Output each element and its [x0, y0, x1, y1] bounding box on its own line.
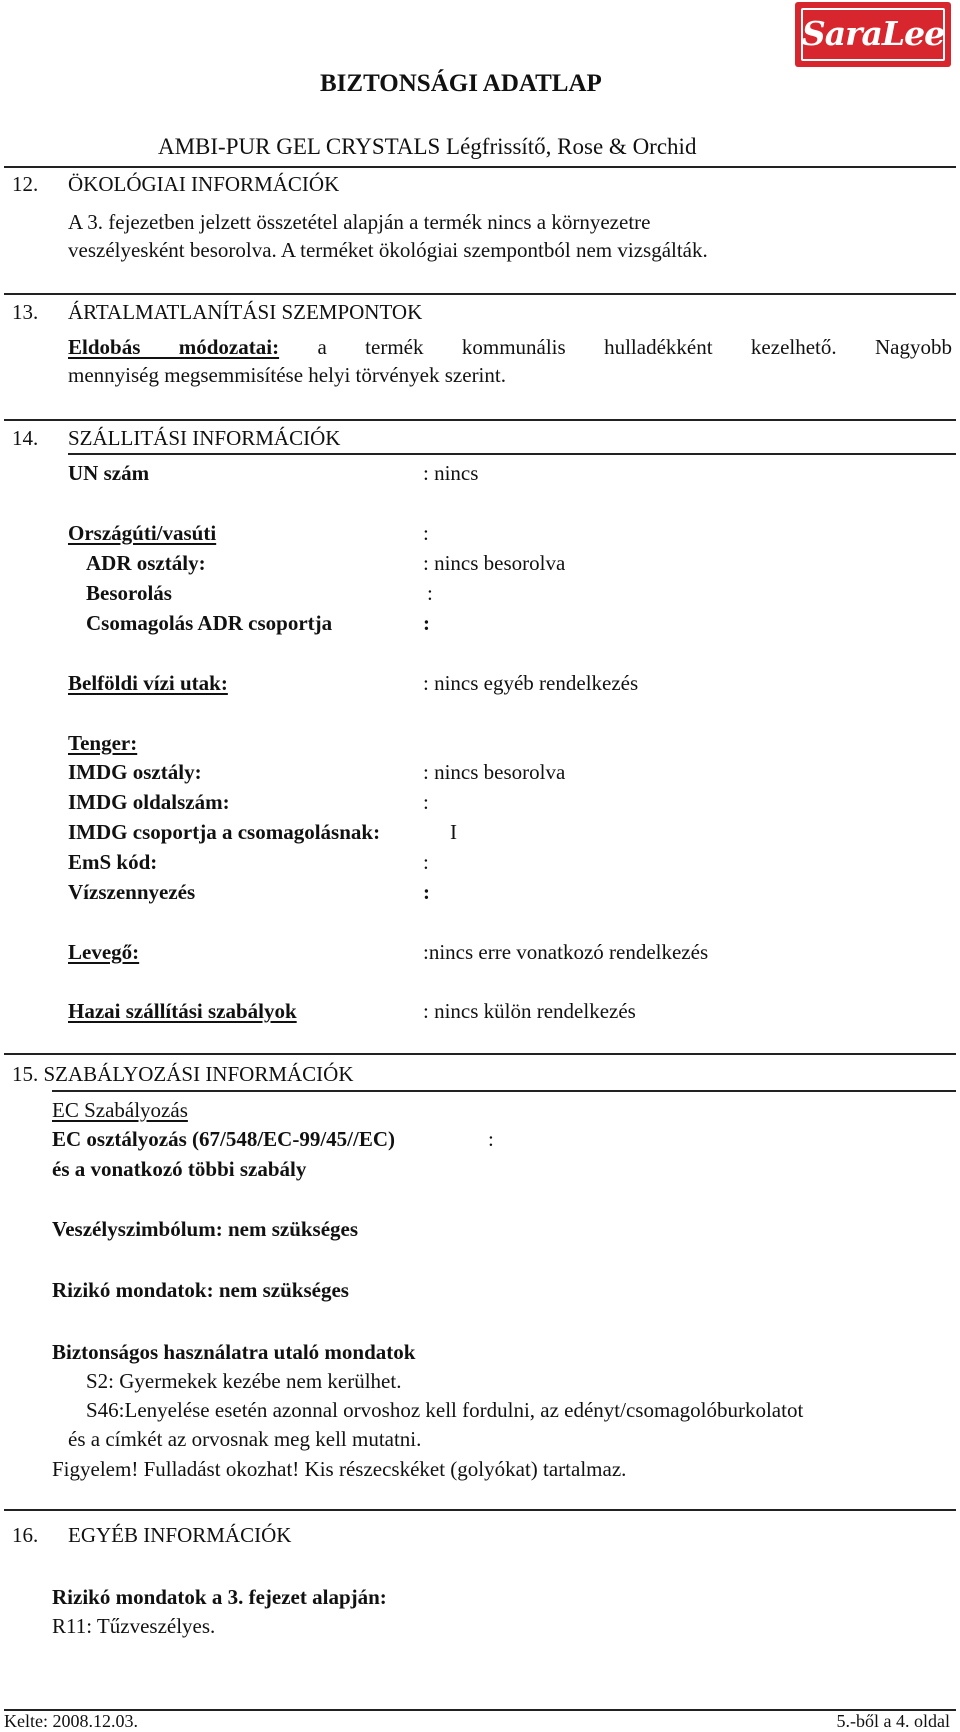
section-16-title: EGYÉB INFORMÁCIÓK [68, 1523, 292, 1547]
domestic-rules-value: : nincs külön rendelkezés [423, 999, 636, 1023]
risk-phrases-line: Rizikó mondatok: nem szükséges [52, 1278, 349, 1302]
logo-text: SaraLee [801, 14, 945, 53]
adr-packing-group-value: : [423, 611, 430, 635]
ec-classification-value: : [488, 1127, 494, 1151]
section-14-rule [4, 419, 956, 421]
classification-label: Besorolás [86, 581, 172, 605]
disposal-label: Eldobás módozatai: [68, 335, 280, 359]
section-15-rule [4, 1053, 956, 1055]
imdg-page-label: IMDG oldalszám: [68, 790, 230, 814]
footer-date: Kelte: 2008.12.03. [4, 1711, 138, 1731]
imdg-class-value: : nincs besorolva [423, 760, 566, 784]
section-16-rule [4, 1509, 956, 1511]
section-12-rule [4, 166, 956, 168]
inland-waterways-label: Belföldi vízi utak: [68, 671, 228, 695]
imdg-page-value: : [423, 790, 429, 814]
warning-line: Figyelem! Fulladást okozhat! Kis részecskéket (golyókat) tartalmaz. [52, 1457, 627, 1481]
section-13-number: 13. [12, 300, 39, 324]
section-15-subrule [52, 1090, 956, 1092]
product-name: AMBI-PUR GEL CRYSTALS Légfrissítő, Rose & Orchid [158, 134, 697, 159]
adr-class-label: ADR osztály: [86, 551, 206, 575]
marine-pollutant-value: : [423, 880, 430, 904]
ec-classification-label: EC osztályozás (67/548/EC-99/45//EC) [52, 1127, 395, 1151]
ems-code-value: : [423, 850, 429, 874]
section-14-subrule [68, 453, 956, 455]
road-rail-value: : [423, 521, 429, 545]
adr-class-value: : nincs besorolva [423, 551, 566, 575]
footer-rule [4, 1709, 956, 1711]
un-number-value: : nincs [423, 461, 479, 485]
imdg-packing-group-value: I [450, 820, 457, 844]
section-16-number: 16. [12, 1523, 39, 1547]
road-rail-label: Országúti/vasúti [68, 521, 217, 545]
risk-phrase-r11: R11: Tűzveszélyes. [52, 1614, 216, 1638]
ec-regulation-heading: EC Szabályozás [52, 1098, 188, 1122]
imdg-class-label: IMDG osztály: [68, 760, 202, 784]
disposal-paragraph [68, 334, 952, 360]
section-13-title: ÁRTALMATLANÍTÁSI SZEMPONTOK [68, 300, 423, 324]
domestic-rules-label: Hazai szállítási szabályok [68, 999, 297, 1023]
adr-packing-group-label: Csomagolás ADR csoportja [86, 611, 333, 635]
safety-phrase-s46-line2: és a címkét az orvosnak meg kell mutatni. [68, 1427, 422, 1451]
safety-phrase-s2: S2: Gyermekek kezébe nem kerülhet. [86, 1369, 402, 1393]
section-12-text-line1: A 3. fejezetben jelzett összetétel alapján a termék nincs a környezetre [68, 210, 651, 234]
section-14-number: 14. [12, 426, 39, 450]
marine-pollutant-label: Vízszennyezés [68, 880, 196, 904]
safety-phrases-heading: Biztonságos használatra utaló mondatok [52, 1340, 416, 1364]
section-12-number: 12. [12, 172, 39, 196]
ems-code-label: EmS kód: [68, 850, 158, 874]
classification-value: : [427, 581, 433, 605]
air-transport-value: :nincs erre vonatkozó rendelkezés [423, 940, 709, 964]
document-title: BIZTONSÁGI ADATLAP [320, 70, 602, 97]
section-13-rule [4, 293, 956, 295]
footer-page-number: 5.-ből a 4. oldal [836, 1711, 950, 1731]
risk-phrases-chapter3-heading: Rizikó mondatok a 3. fejezet alapján: [52, 1585, 387, 1609]
section-14-title: SZÁLLITÁSI INFORMÁCIÓK [68, 426, 341, 450]
disposal-text-line1: a termék kommunális hulladékként kezelhető. Nagyobb [317, 335, 952, 359]
other-rules-label: és a vonatkozó többi szabály [52, 1157, 307, 1181]
hazard-symbol-line: Veszélyszimbólum: nem szükséges [52, 1217, 359, 1241]
imdg-packing-group-label: IMDG csoportja a csomagolásnak: [68, 820, 381, 844]
inland-waterways-value: : nincs egyéb rendelkezés [423, 671, 639, 695]
sara-lee-logo [795, 2, 951, 67]
safety-phrase-s46-line1: S46:Lenyelése esetén azonnal orvoshoz kell fordulni, az edényt/csomagolóburkolatot [86, 1398, 804, 1422]
un-number-label: UN szám [68, 461, 150, 485]
disposal-text-line2: mennyiség megsemmisítése helyi törvények szerint. [68, 363, 506, 387]
section-15-title: 15. SZABÁLYOZÁSI INFORMÁCIÓK [12, 1062, 354, 1086]
section-12-text-line2: veszélyesként besorolva. A terméket ökológiai szempontból nem vizsgálták. [68, 238, 708, 262]
sea-transport-label: Tenger: [68, 731, 138, 755]
section-12-title: ÖKOLÓGIAI INFORMÁCIÓK [68, 172, 340, 196]
air-transport-label: Levegő: [68, 940, 140, 964]
